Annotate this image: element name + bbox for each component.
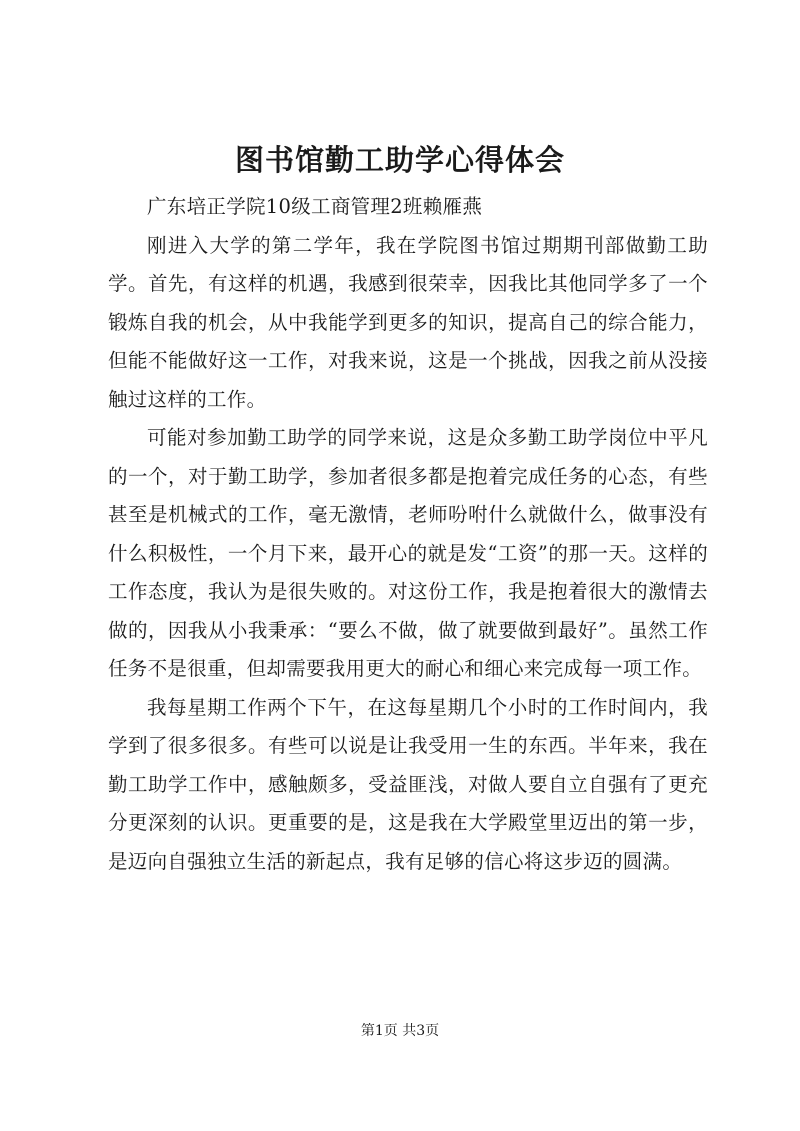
document-title: 图书馆勤工助学心得体会	[234, 143, 565, 177]
paragraph-3: 我每星期工作两个下午，在这每星期几个小时的工作时间内，我学到了很多很多。有些可以说是让我受用一生的东西。半年来，我在勤工助学工作中，感触颇多，受益匪浅，对做人要自立自强有了更充分更深刻的认识。更重要的是，这是我在大学殿堂里迈出的第一步，是迈向自强独立生活的新起点，我有足够的信心将这步迈的圆满。	[108, 695, 708, 873]
paragraph-1: 刚进入大学的第二学年，我在学院图书馆过期期刊部做勤工助学。首先，有这样的机遇，我感到很荣幸，因我比其他同学多了一个锻炼自我的机会，从中我能学到更多的知识，提高自己的综合能力，但能不能做好这一工作，对我来说，这是一个挑战，因我之前从没接触过这样的工作。	[108, 233, 708, 411]
author-line: 广东培正学院10级工商管理2班赖雁燕	[147, 195, 483, 218]
paragraph-2: 可能对参加勤工助学的同学来说，这是众多勤工助学岗位中平凡的一个，对于勤工助学，参加者很多都是抱着完成任务的心态，有些甚至是机械式的工作，毫无激情，老师吩咐什么就做什么，做事没有什么积极性，一个月下来，最开心的就是发“工资”的那一天。这样的工作态度，我认为是很失败的。对这份工作，我是抱着很大的激情去做的，因我从小我秉承：“要么不做，做了就要做到最好”。虽然工作任务不是很重，但却需要我用更大的耐心和细心来完成每一项工作。	[108, 426, 708, 680]
page-footer: 第1页 共3页	[360, 1023, 440, 1039]
document-body	[108, 188, 708, 881]
